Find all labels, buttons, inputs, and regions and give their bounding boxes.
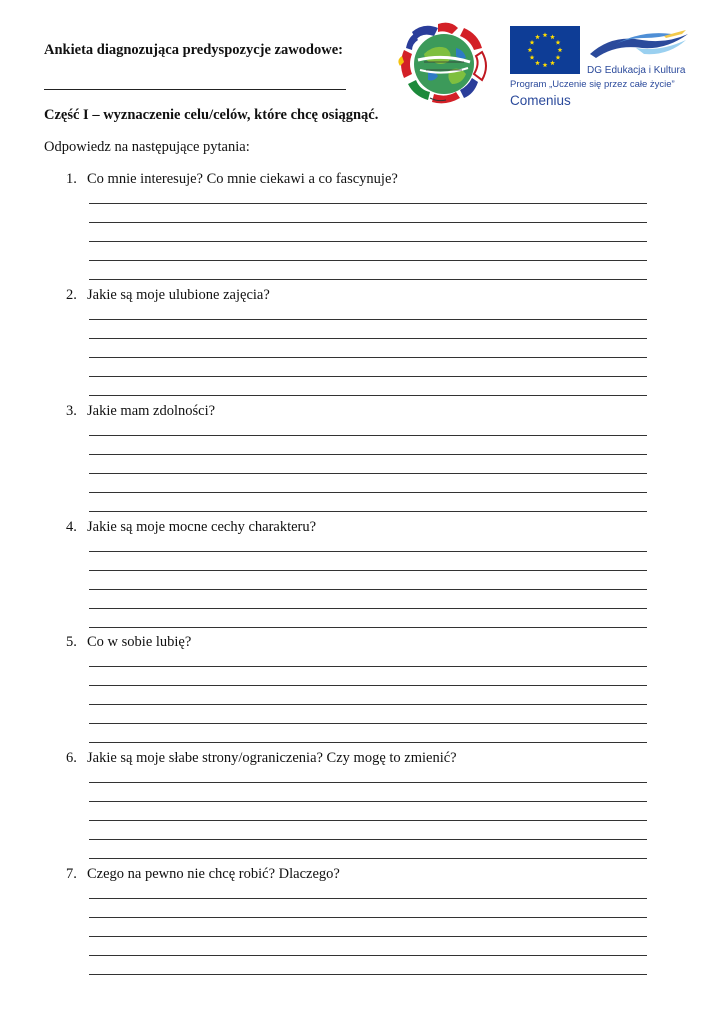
question-text xyxy=(66,750,457,767)
question-number: 3. xyxy=(66,403,77,419)
answer-line[interactable] xyxy=(89,974,647,975)
question-number: 1. xyxy=(66,171,77,187)
question-text xyxy=(66,171,398,188)
question-text xyxy=(66,287,270,304)
question-number: 4. xyxy=(66,519,77,535)
question-item xyxy=(0,866,725,978)
answer-line[interactable] xyxy=(89,473,647,474)
question-label: Jakie są moje ulubione zajęcia? xyxy=(87,287,270,303)
answer-line[interactable] xyxy=(89,319,647,320)
instruction-text: Odpowiedz na następujące pytania: xyxy=(44,139,250,155)
question-label: Jakie są moje mocne cechy charakteru? xyxy=(87,519,317,535)
answer-line[interactable] xyxy=(89,241,647,242)
question-label: Jakie mam zdolności? xyxy=(87,403,216,419)
answer-line[interactable] xyxy=(89,917,647,918)
document-title: Ankieta diagnozująca predyspozycje zawodowe: xyxy=(44,42,343,58)
question-text xyxy=(66,634,191,651)
answer-line[interactable] xyxy=(89,260,647,261)
answer-line[interactable] xyxy=(89,936,647,937)
answer-line[interactable] xyxy=(89,955,647,956)
answer-line[interactable] xyxy=(89,492,647,493)
answer-line[interactable] xyxy=(89,511,647,512)
answer-line[interactable] xyxy=(89,782,647,783)
question-item xyxy=(0,403,725,515)
question-item xyxy=(0,634,725,746)
part-heading: Część I – wyznaczenie celu/celów, które chcę osiągnąć. xyxy=(44,107,379,123)
answer-line[interactable] xyxy=(89,627,647,628)
question-text xyxy=(66,519,316,536)
question-label: Co w sobie lubię? xyxy=(87,634,192,650)
answer-line[interactable] xyxy=(89,801,647,802)
answer-line[interactable] xyxy=(89,570,647,571)
answer-line[interactable] xyxy=(89,376,647,377)
answer-line[interactable] xyxy=(89,338,647,339)
answer-line[interactable] xyxy=(89,203,647,204)
answer-line[interactable] xyxy=(89,742,647,743)
question-label: Co mnie interesuje? Co mnie ciekawi a co fascynuje? xyxy=(87,171,398,187)
program-label: Program „Uczenie się przez całe życie” xyxy=(510,79,675,90)
question-number: 6. xyxy=(66,750,77,766)
question-label: Jakie są moje słabe strony/ograniczenia? Czy mogę to zmienić? xyxy=(87,750,457,766)
dg-education-label: DG Edukacja i Kultura xyxy=(587,65,686,76)
answer-line[interactable] xyxy=(89,820,647,821)
answer-line[interactable] xyxy=(89,839,647,840)
project-emblem-logo xyxy=(394,18,494,108)
answer-line[interactable] xyxy=(89,666,647,667)
answer-line[interactable] xyxy=(89,858,647,859)
answer-line[interactable] xyxy=(89,454,647,455)
title-underline xyxy=(44,89,346,90)
comenius-label: Comenius xyxy=(510,93,571,108)
answer-line[interactable] xyxy=(89,279,647,280)
question-label: Czego na pewno nie chcę robić? Dlaczego? xyxy=(87,866,340,882)
question-item xyxy=(0,287,725,399)
question-text xyxy=(66,403,215,420)
eu-flag-logo xyxy=(510,26,580,74)
answer-line[interactable] xyxy=(89,551,647,552)
answer-line[interactable] xyxy=(89,723,647,724)
answer-line[interactable] xyxy=(89,357,647,358)
answer-line[interactable] xyxy=(89,589,647,590)
question-item xyxy=(0,519,725,631)
question-number: 5. xyxy=(66,634,77,650)
answer-line[interactable] xyxy=(89,222,647,223)
question-item xyxy=(0,171,725,283)
answer-line[interactable] xyxy=(89,608,647,609)
question-item xyxy=(0,750,725,862)
question-number: 7. xyxy=(66,866,77,882)
answer-line[interactable] xyxy=(89,685,647,686)
answer-line[interactable] xyxy=(89,898,647,899)
question-number: 2. xyxy=(66,287,77,303)
question-text xyxy=(66,866,340,883)
dg-education-swoosh-logo xyxy=(586,28,690,62)
answer-line[interactable] xyxy=(89,435,647,436)
answer-line[interactable] xyxy=(89,395,647,396)
answer-line[interactable] xyxy=(89,704,647,705)
